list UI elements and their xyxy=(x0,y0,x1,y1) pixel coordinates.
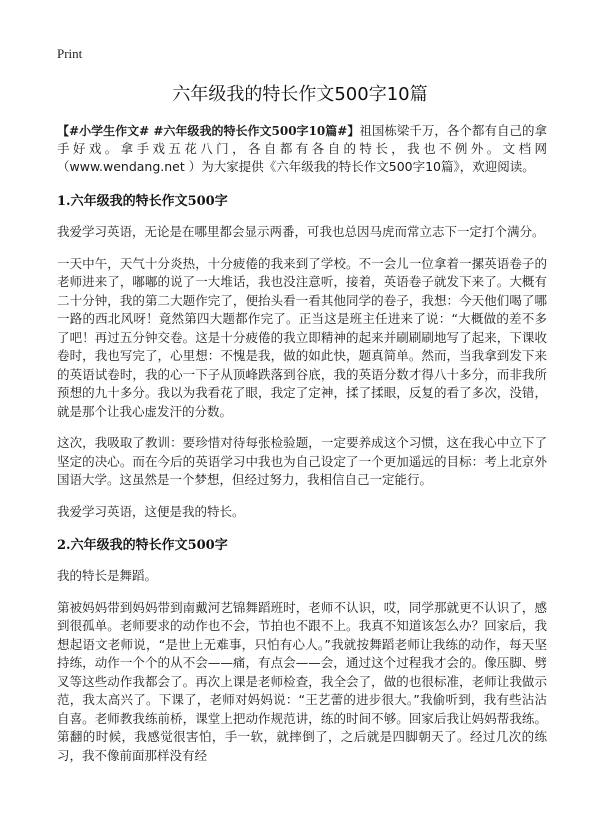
intro-paragraph xyxy=(57,122,547,176)
paragraph: 我的特长是舞蹈。 xyxy=(57,568,158,583)
intro-text: 祖国栋梁千万，各个都有自己的拿手好戏。拿手戏五花八门，各自都有各自的特长，我也不例外。文档网（www.wendang.net ）为大家提供《六年级我的特长作文500字10篇》，欢迎阅读。 xyxy=(57,123,547,174)
section-heading: 1.六年级我的特长作文500字 xyxy=(57,194,228,209)
paragraph: 这次，我吸取了教训：要珍惜对待每张检验题，一定要养成这个习惯，这在我心中立下了坚定的决心。而在今后的英语学习中我也为自己设定了一个更加遥远的目标：考上北京外国语大学。这虽然是一个梦想，但经过努力，我相信自己一定能行。 xyxy=(57,435,547,487)
section-heading: 2.六年级我的特长作文500字 xyxy=(57,538,228,553)
print-label: Print xyxy=(57,46,83,61)
paragraph: 我爱学习英语，这便是我的特长。 xyxy=(57,503,245,519)
page-title: 六年级我的特长作文500字10篇 xyxy=(172,84,428,105)
section-1 xyxy=(57,190,547,521)
paragraph: 一天中午，天气十分炎热，十分疲倦的我来到了学校。不一会儿一位拿着一摞英语卷子的老师进来了，嘟嘟的说了一大堆话，我也没注意听，接着，英语卷子就发下来了。大概有二十分钟，我的第二大题作完了，便抬头看一看其他同学的卷子，我想：今天他们喝了哪一路的西北风呀！竟然第四大题都作完了。正当这是班主任进来了说：“大概做的差不多了吧！再过五分钟交卷。这是十分疲倦的我立即精神的起来并刷刷刷地写了起来，下课收卷时，我也写完了，心里想：不愧是我，做的如此快，题真简单。然而，当我拿到发下来的英语试卷时，我的心一下子从顶峰跌落到谷底，我的英语分数才得八十多分，而非我所预想的九十多分。我以为我看花了眼，我定了定神，揉了揉眼，反复的看了多次，没错，就是那个让我心虚发汗的分数。 xyxy=(57,255,547,419)
section-2 xyxy=(57,534,547,765)
intro-tag: 【#小学生作文# #六年级我的特长作文500字10篇#】 xyxy=(57,124,360,138)
paragraph: 我爱学习英语，无论是在哪里都会显示两番，可我也总因马虎而常立志下一定打个满分。 xyxy=(57,224,545,239)
document-body xyxy=(57,122,547,778)
paragraph: 第被妈妈带到妈妈带到南戴河艺锦舞蹈班时，老师不认识，哎，同学那就更不认识了，感到很孤单。老师要求的动作也不会，节拍也不跟不上。我真不知道该怎么办？回家后，我想起语文老师说，“是世上无难事，只怕有心人。”我就按舞蹈老师让我练的动作，每天坚持练，动作一个个的从不会——痛，有点会——会，通过这个过程我才会的。像压脚、劈叉等这些动作我都会了。再次上课是老师检查，我全会了，做的也很标准，老师让我做示范，我太高兴了。下课了，老师对妈妈说：“王艺蕾的进步很大。”我偷听到，我有些沾沾自喜。老师教我练前桥，课堂上把动作规范讲，练的时间不够。回家后我让妈妈帮我练。第翻的时候，我感觉很害怕，手一软，就摔倒了，之后就是四脚朝天了。经过几次的练习，我不像前面那样没有经 xyxy=(57,599,547,763)
